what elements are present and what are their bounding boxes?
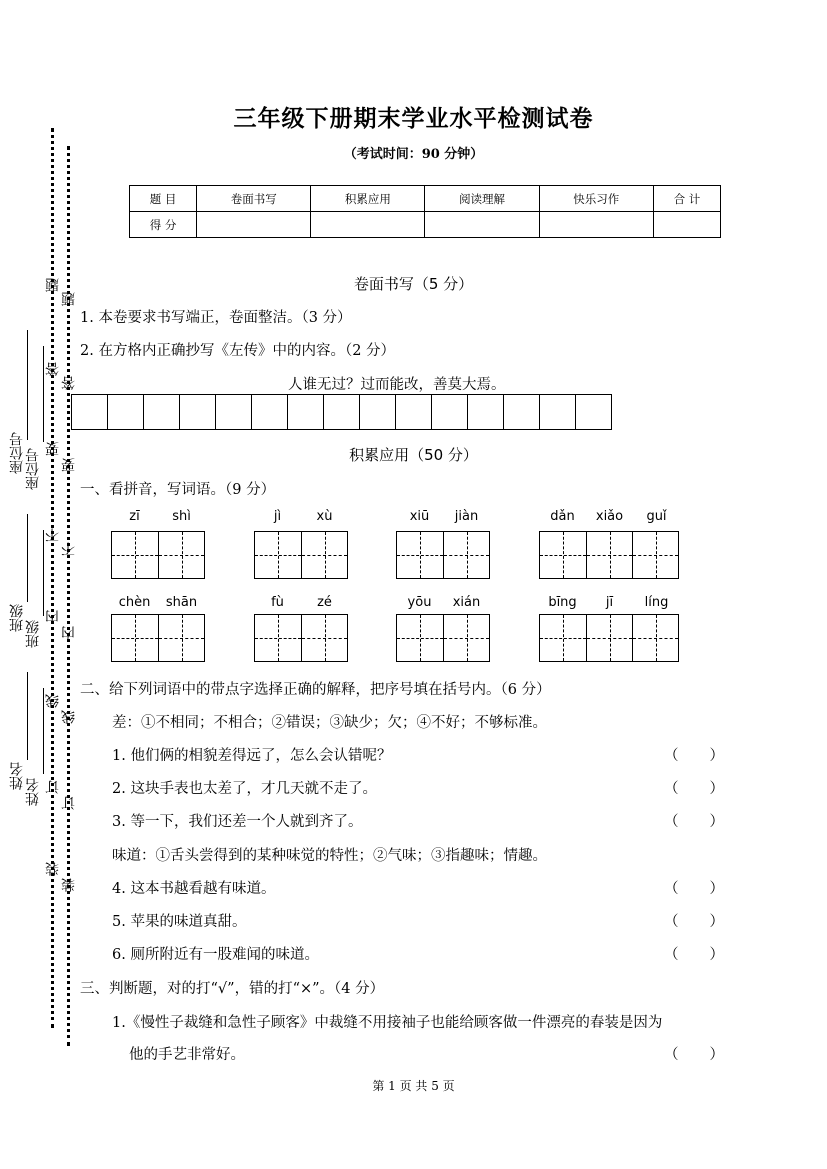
paren-close: ） bbox=[709, 748, 724, 764]
question-item: 1.《慢性子裁缝和急性子顾客》中裁缝不用接袖子也能给顾客做一件漂亮的春装是因为 bbox=[112, 1015, 663, 1031]
pinyin-group bbox=[254, 595, 348, 610]
class-blank bbox=[43, 530, 44, 616]
score-table-header: 阅读理解 bbox=[425, 186, 539, 212]
score-cell[interactable] bbox=[539, 212, 653, 238]
score-table-score-row bbox=[130, 212, 721, 238]
writing-cell[interactable] bbox=[216, 394, 252, 430]
answer-parentheses[interactable] bbox=[664, 777, 724, 798]
answer-parentheses[interactable] bbox=[664, 744, 724, 765]
paren-close: ） bbox=[709, 881, 724, 897]
writing-cell[interactable] bbox=[468, 394, 504, 430]
warning-char: 内 bbox=[61, 626, 77, 640]
question-item: 1. 他们俩的相貌差得远了，怎么会认错呢？ bbox=[112, 748, 392, 764]
pinyin-syllable: guǐ bbox=[646, 509, 667, 524]
warning-char: 线 bbox=[61, 710, 77, 724]
paren-open: （ bbox=[664, 748, 679, 764]
writing-cell[interactable] bbox=[540, 394, 576, 430]
tianzige-box[interactable] bbox=[111, 614, 205, 662]
answer-parentheses[interactable] bbox=[664, 1043, 724, 1064]
pinyin-syllable: zé bbox=[317, 595, 332, 610]
pinyin-group bbox=[539, 595, 680, 610]
score-table-header: 合 计 bbox=[653, 186, 720, 212]
writing-cell[interactable] bbox=[252, 394, 288, 430]
class-label: 班级 bbox=[9, 604, 25, 632]
pinyin-group bbox=[539, 509, 680, 524]
pinyin-group bbox=[111, 595, 205, 610]
pinyin-syllable: shān bbox=[165, 595, 198, 610]
tianzige-box[interactable] bbox=[396, 614, 490, 662]
pinyin-syllable: xù bbox=[316, 509, 333, 524]
warning-char: 装 bbox=[61, 878, 77, 892]
answer-parentheses[interactable] bbox=[664, 877, 724, 898]
tianzige-box[interactable] bbox=[539, 614, 679, 662]
score-row-label: 得 分 bbox=[130, 212, 197, 238]
tianzige-box[interactable] bbox=[396, 531, 490, 579]
score-table-header: 积累应用 bbox=[311, 186, 425, 212]
pinyin-syllable: xiū bbox=[409, 509, 430, 524]
warning-char: 内 bbox=[45, 610, 61, 624]
pinyin-syllable: bīng bbox=[548, 595, 577, 610]
warning-char: 不 bbox=[45, 528, 61, 542]
copy-writing-grid bbox=[71, 394, 612, 430]
score-cell[interactable] bbox=[311, 212, 425, 238]
writing-cell[interactable] bbox=[144, 394, 180, 430]
answer-parentheses[interactable] bbox=[664, 910, 724, 931]
question-item: 2. 这块手表也太差了，才几天就不走了。 bbox=[112, 781, 377, 797]
question-title: 一、看拼音，写词语。（9 分） bbox=[80, 482, 276, 498]
definition-text: 差：①不相同；不相合；②错误；③缺少；欠；④不好；不够标准。 bbox=[112, 715, 547, 731]
seat-number-blank bbox=[43, 346, 44, 442]
pinyin-syllable: xiǎo bbox=[595, 509, 624, 524]
page-title: 三年级下册期末学业水平检测试卷 bbox=[233, 105, 594, 132]
exam-time: （考试时间：90 分钟） bbox=[343, 147, 484, 162]
paren-open: （ bbox=[664, 781, 679, 797]
warning-char: 不 bbox=[61, 542, 77, 556]
question-item: 4. 这本书越看越有味道。 bbox=[112, 881, 276, 897]
writing-cell[interactable] bbox=[180, 394, 216, 430]
writing-cell[interactable] bbox=[432, 394, 468, 430]
section-title-accumulation: 积累应用（50 分） bbox=[349, 446, 478, 464]
pinyin-syllable: fù bbox=[271, 595, 284, 610]
score-cell[interactable] bbox=[425, 212, 539, 238]
pinyin-syllable: zī bbox=[129, 509, 140, 524]
warning-char: 线 bbox=[45, 694, 61, 708]
copy-quote: 人谁无过？过而能改，善莫大焉。 bbox=[288, 377, 506, 393]
paren-open: （ bbox=[664, 1047, 679, 1063]
question-item: 3. 等一下，我们还差一个人就到齐了。 bbox=[112, 814, 363, 830]
definition-text: 味道：①舌头尝得到的某种味觉的特性；②气味；③指趣味；情趣。 bbox=[112, 848, 547, 864]
name-blank bbox=[43, 688, 44, 774]
question-text: 2. 在方格内正确抄写《左传》中的内容。（2 分） bbox=[80, 343, 396, 359]
warning-char: 要 bbox=[45, 442, 61, 456]
answer-parentheses[interactable] bbox=[664, 810, 724, 831]
section-title-handwriting: 卷面书写（5 分） bbox=[353, 275, 474, 293]
pinyin-syllable: líng bbox=[644, 595, 669, 610]
pinyin-syllable: dǎn bbox=[550, 509, 575, 524]
question-item-continued: 他的手艺非常好。 bbox=[129, 1047, 245, 1063]
page-footer: 第 1 页 共 5 页 bbox=[372, 1079, 455, 1093]
pinyin-group bbox=[111, 509, 205, 524]
score-cell[interactable] bbox=[197, 212, 311, 238]
warning-char: 要 bbox=[61, 458, 77, 472]
question-item: 5. 苹果的味道真甜。 bbox=[112, 914, 247, 930]
score-table-header: 快乐习作 bbox=[539, 186, 653, 212]
pinyin-group bbox=[254, 509, 348, 524]
paren-open: （ bbox=[664, 814, 679, 830]
name-label: 姓名 bbox=[25, 778, 41, 806]
paren-open: （ bbox=[664, 881, 679, 897]
pinyin-syllable: jiàn bbox=[454, 509, 479, 524]
writing-cell[interactable] bbox=[396, 394, 432, 430]
warning-char: 题 bbox=[61, 292, 77, 306]
seat-number-blank bbox=[27, 330, 28, 440]
tianzige-box[interactable] bbox=[254, 531, 348, 579]
question-title: 三、判断题，对的打“√”，错的打“×”。（4 分） bbox=[80, 981, 385, 997]
warning-char: 答 bbox=[45, 362, 61, 376]
writing-cell[interactable] bbox=[108, 394, 144, 430]
score-table bbox=[129, 185, 721, 238]
writing-cell[interactable] bbox=[324, 394, 360, 430]
score-table-header: 题 目 bbox=[130, 186, 197, 212]
seat-number-label: 座位号 bbox=[9, 432, 25, 474]
paren-open: （ bbox=[664, 914, 679, 930]
pinyin-syllable: jì bbox=[273, 509, 282, 524]
pinyin-syllable: xián bbox=[452, 595, 481, 610]
paren-close: ） bbox=[709, 781, 724, 797]
question-text: 1. 本卷要求书写端正，卷面整洁。（3 分） bbox=[80, 310, 352, 326]
class-label: 班级 bbox=[25, 620, 41, 648]
paren-close: ） bbox=[709, 914, 724, 930]
paren-close: ） bbox=[709, 1047, 724, 1063]
warning-char: 订 bbox=[61, 796, 77, 810]
writing-cell[interactable] bbox=[504, 394, 540, 430]
tianzige-box[interactable] bbox=[111, 531, 205, 579]
answer-parentheses[interactable] bbox=[664, 943, 724, 964]
pinyin-syllable: chèn bbox=[118, 595, 151, 610]
warning-char: 题 bbox=[45, 278, 61, 292]
warning-char: 装 bbox=[45, 862, 61, 876]
class-blank bbox=[27, 514, 28, 602]
tianzige-box[interactable] bbox=[254, 614, 348, 662]
paren-close: ） bbox=[709, 947, 724, 963]
writing-cell[interactable] bbox=[288, 394, 324, 430]
warning-char: 订 bbox=[45, 780, 61, 794]
name-blank bbox=[27, 672, 28, 760]
writing-cell[interactable] bbox=[360, 394, 396, 430]
score-table-header: 卷面书写 bbox=[197, 186, 311, 212]
score-cell[interactable] bbox=[653, 212, 720, 238]
pinyin-group bbox=[396, 595, 490, 610]
name-label: 姓名 bbox=[9, 762, 25, 790]
writing-cell[interactable] bbox=[72, 394, 108, 430]
warning-char: 答 bbox=[61, 376, 77, 390]
seat-number-label: 座位号 bbox=[25, 448, 41, 490]
question-item: 6. 厕所附近有一股难闻的味道。 bbox=[112, 947, 319, 963]
pinyin-syllable: yōu bbox=[407, 595, 432, 610]
pinyin-syllable: shì bbox=[172, 509, 191, 524]
tianzige-box[interactable] bbox=[539, 531, 679, 579]
score-table-header-row bbox=[130, 186, 721, 212]
paren-close: ） bbox=[709, 814, 724, 830]
pinyin-syllable: jī bbox=[605, 595, 614, 610]
binding-dotted-line-outer bbox=[51, 128, 54, 1028]
paren-open: （ bbox=[664, 947, 679, 963]
writing-cell[interactable] bbox=[576, 394, 612, 430]
pinyin-group bbox=[396, 509, 490, 524]
question-title: 二、给下列词语中的带点字选择正确的解释，把序号填在括号内。（6 分） bbox=[80, 682, 551, 698]
